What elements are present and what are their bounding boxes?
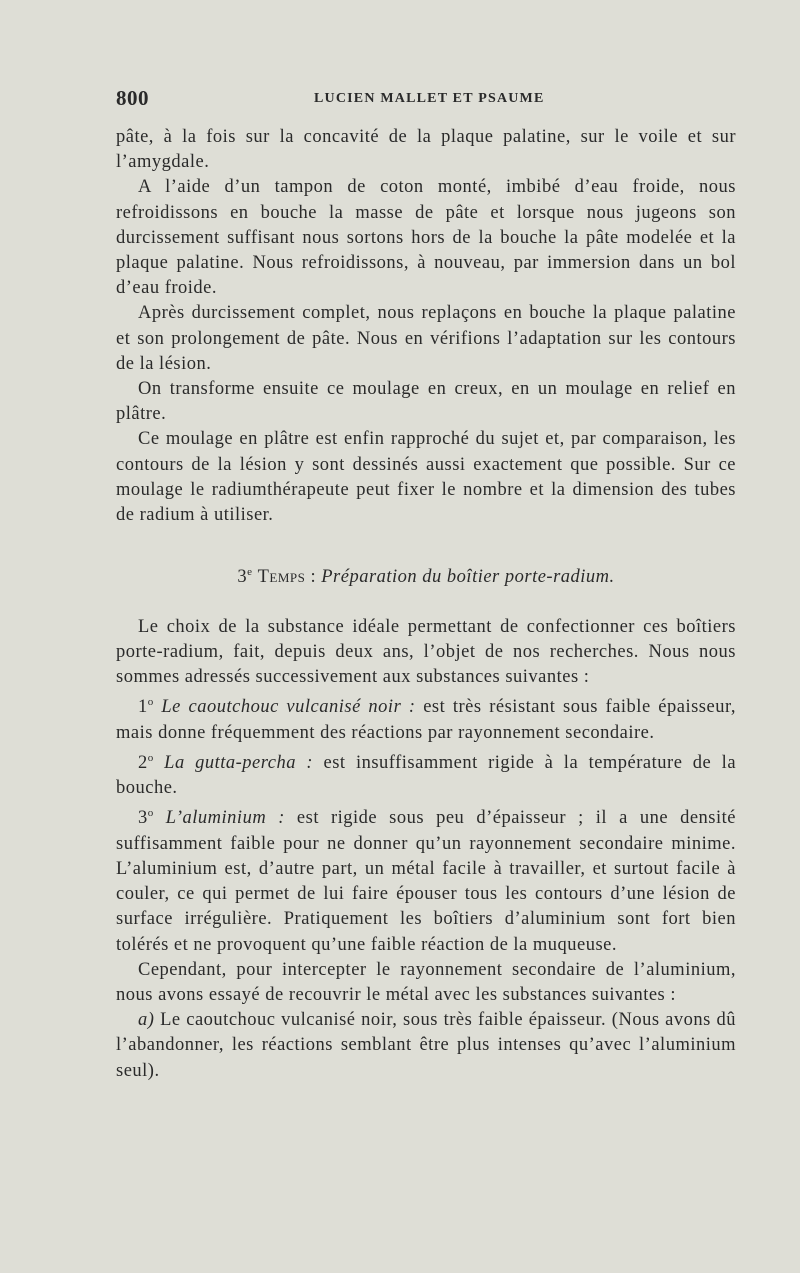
list-item [116,690,736,746]
paragraph: Le choix de la substance idéale permettant de confectionner ces boîtiers porte-radium, fait, depuis deux ans, l’objet de nos recherches. Nous nous sommes adressés successivement aux substances suivantes : [116,616,736,688]
section-ordinal: e [247,566,253,579]
item-text: est rigide sous peu d’épaisseur ; il a une densité suffisamment faible pour ne donner qu’un rayonnement secondaire minime. L’aluminium est, d’autre part, un métal facile à travailler, et surtout facile à couler, ce qui permet de lui faire épouser tous les contours d’une lésion de surface irrégulière. Pratiquement les boîtiers d’aluminium sont fort bien tolérés et ne provoquent qu’une faible réaction de la muqueuse. [116,808,736,955]
item-number: 2 [138,752,148,773]
item-letter: a) [138,1010,155,1031]
paragraph: A l’aide d’un tampon de coton monté, imbibé d’eau froide, nous refroidissons en bouche la masse de pâte et lorsque nous jugeons son durcissement suffisant nous sortons hors de la bouche la pâte modelée et la plaque palatine. Nous refroidissons, à nouveau, par immersion dans un bol d’eau froide. [116,177,736,299]
paragraph: Ce moulage en plâtre est enfin rapproché du sujet et, par comparaison, les contours de la lésion y sont dessinés aussi exactement que possible. Sur ce moulage le radiumthérapeute peut fixer le nombre et la dimension des tubes de radium à utiliser. [116,429,736,526]
item-title: L’aluminium : [165,808,285,829]
list-item [116,1008,736,1084]
page-header [116,86,736,112]
item-title: Le caoutchouc vulcanisé noir : [161,697,416,718]
section-number: 3 [237,567,248,588]
paragraph: Cependant, pour intercepter le rayonnement secondaire de l’aluminium, nous avons essayé de recouvrir le métal avec les substances suivantes : [116,959,736,1005]
item-text: Le caoutchouc vulcanisé noir, sous très faible épaisseur. (Nous avons dû l’abandonner, les réactions semblant être plus intenses qu’avec l’aluminium seul). [116,1010,737,1081]
item-ordinal: o [147,807,154,820]
paragraph: pâte, à la fois sur la concavité de la plaque palatine, sur le voile et sur l’amygdale. [116,127,736,173]
paragraph: On transforme ensuite ce moulage en creux, en un moulage en relief en plâtre. [116,379,736,425]
item-number: 3 [138,808,148,829]
item-ordinal: o [147,751,154,764]
item-title: La gutta-percha : [164,752,314,773]
section-heading [116,560,736,590]
item-ordinal: o [147,696,154,709]
section-title: Préparation du boîtier porte-radium. [321,567,615,588]
paragraph: Après durcissement complet, nous replaçons en bouche la plaque palatine et son prolongement de pâte. Nous en vérifions l’adaptation sur les contours de la lésion. [116,303,736,374]
list-item [116,801,736,957]
item-text: est très résistant sous faible épaisseur, mais donne fréquemment des réactions par rayonnement secondaire. [116,697,737,743]
item-text: est insuffisamment rigide à la température de la bouche. [116,752,737,799]
page-number: 800 [116,86,149,110]
section-label: Temps : [257,567,317,588]
item-number: 1 [138,697,148,718]
body-text [116,125,736,1084]
running-head: LUCIEN MALLET ET PSAUME [314,91,545,106]
list-item [116,746,736,802]
